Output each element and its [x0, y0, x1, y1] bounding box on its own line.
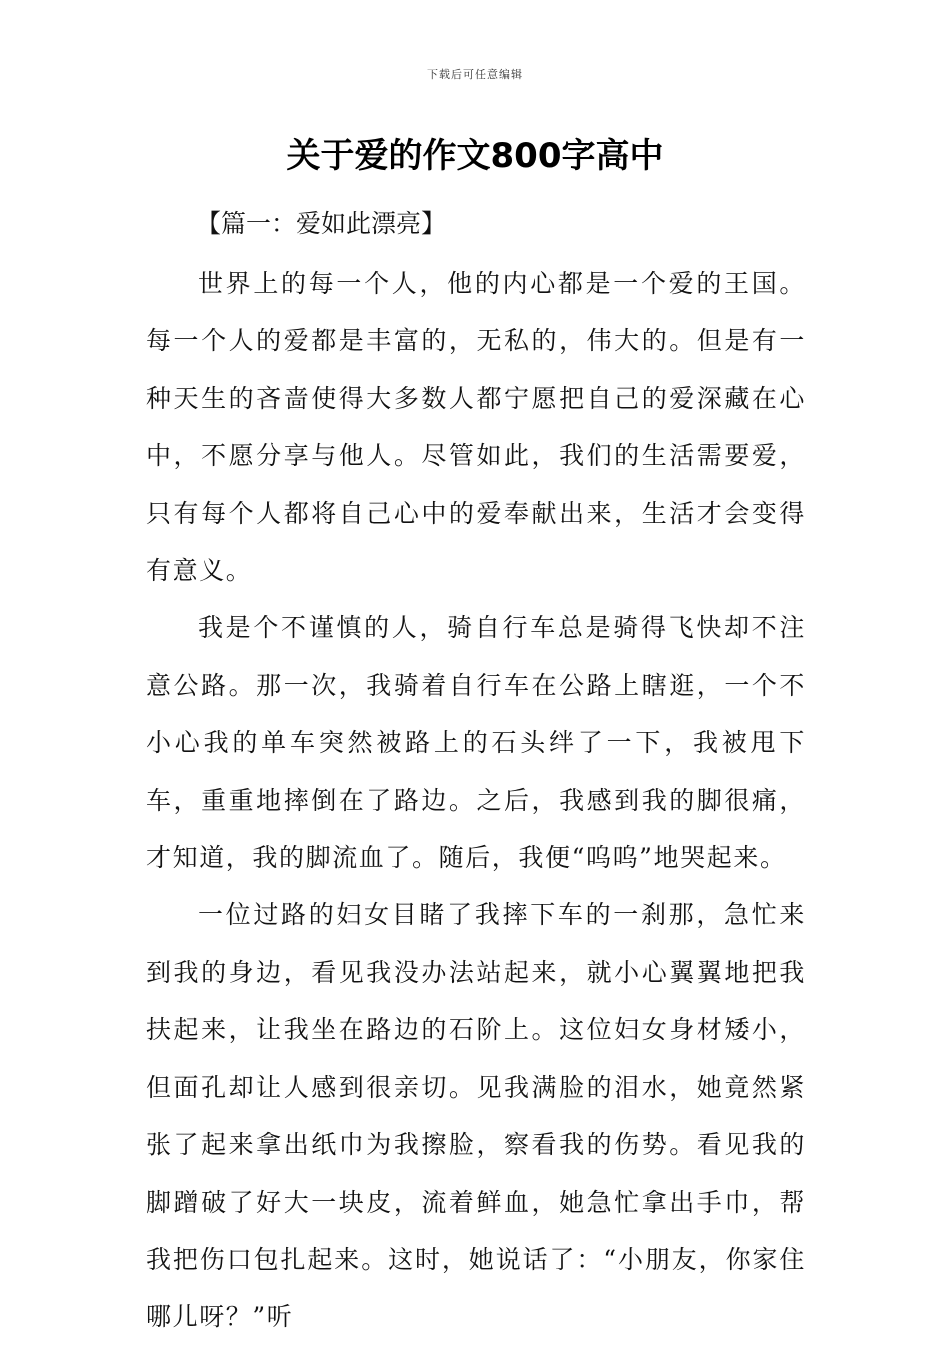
paragraph-2: 我是个不谨慎的人，骑自行车总是骑得飞快却不注意公路。那一次，我骑着自行车在公路上瞎逛，一个不小心我的单车突然被路上的石头绊了一下，我被甩下车，重重地摔倒在了路边。之后，我感到我的脚很痛，才知道，我的脚流血了。随后，我便“呜呜”地哭起来。 — [146, 613, 806, 873]
document-title: 关于爱的作文800字高中 — [286, 136, 664, 176]
header-note: 下载后可任意编辑 — [427, 68, 523, 81]
paragraph-3: 一位过路的妇女目睹了我摔下车的一刹那，急忙来到我的身边，看见我没办法站起来，就小心翼翼地把我扶起来，让我坐在路边的石阶上。这位妇女身材矮小，但面孔却让人感到很亲切。见我满脸的泪水，她竟然紧张了起来拿出纸巾为我擦脸，察看我的伤势。看见我的脚蹭破了好大一块皮，流着鲜血，她急忙拿出手巾，帮我把伤口包扎起来。这时，她说话了：“小朋友，你家住哪儿呀？”听 — [146, 900, 806, 1332]
section-heading: 【篇一：爱如此漂亮】 — [196, 209, 447, 238]
paragraph-1: 世界上的每一个人，他的内心都是一个爱的王国。每一个人的爱都是丰富的，无私的，伟大的。但是有一种天生的吝啬使得大多数人都宁愿把自己的爱深藏在心中，不愿分享与他人。尽管如此，我们的生活需要爱，只有每个人都将自己心中的爱奉献出来，生活才会变得有意义。 — [146, 269, 806, 586]
document-body — [146, 200, 806, 1346]
